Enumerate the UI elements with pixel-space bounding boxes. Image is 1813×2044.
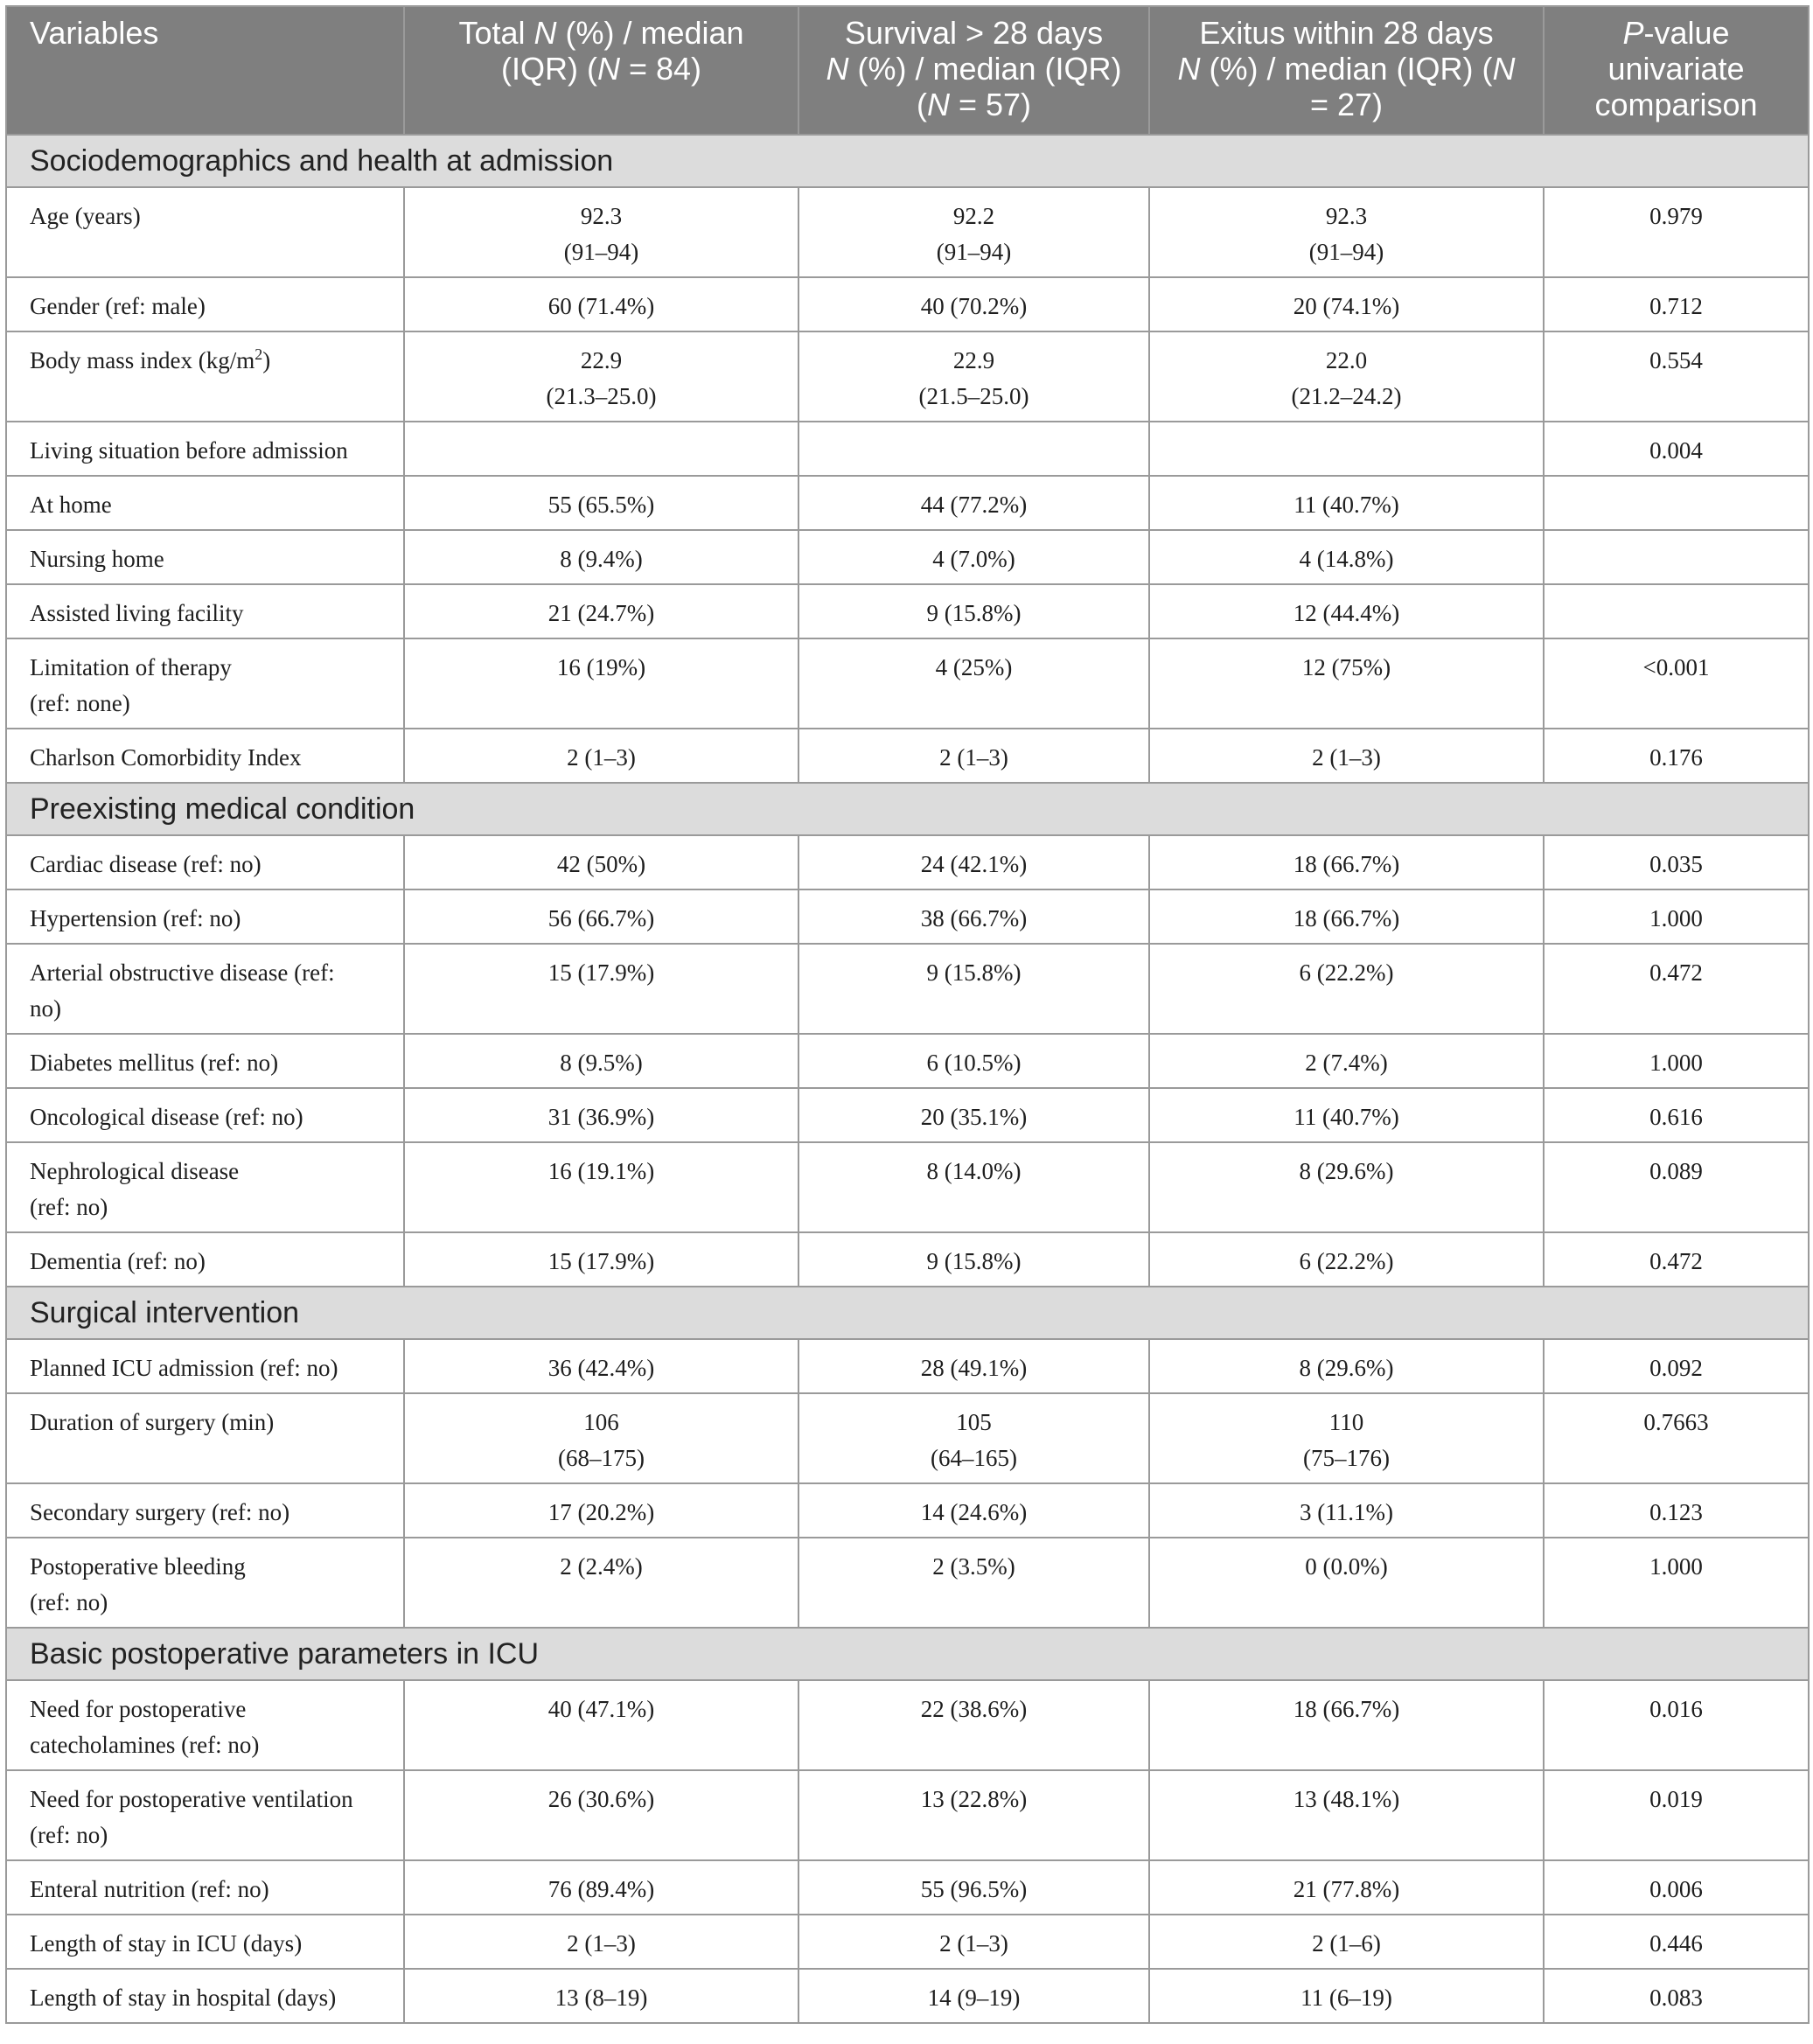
pvalue-cell: 0.7663 <box>1544 1393 1809 1483</box>
exitus-cell: 2 (1–3) <box>1149 729 1544 783</box>
pvalue-cell: 0.004 <box>1544 422 1809 476</box>
survival-cell: 13 (22.8%) <box>798 1770 1149 1860</box>
table-row <box>6 1393 1809 1483</box>
pvalue-cell: 0.979 <box>1544 187 1809 277</box>
total-cell: 2 (1–3) <box>404 1915 798 1969</box>
variable-cell: Limitation of therapy (ref: none) <box>6 638 404 729</box>
header-row <box>6 6 1809 135</box>
exitus-cell: 0 (0.0%) <box>1149 1538 1544 1628</box>
table-row <box>6 1915 1809 1969</box>
total-cell: 56 (66.7%) <box>404 889 798 944</box>
table-row <box>6 1770 1809 1860</box>
pvalue-cell: 1.000 <box>1544 1034 1809 1088</box>
total-cell: 22.9 (21.3–25.0) <box>404 331 798 422</box>
survival-cell: 9 (15.8%) <box>798 944 1149 1034</box>
exitus-cell: 21 (77.8%) <box>1149 1860 1544 1915</box>
pvalue-cell: 0.006 <box>1544 1860 1809 1915</box>
table-row <box>6 1232 1809 1287</box>
survival-cell: 4 (7.0%) <box>798 530 1149 584</box>
survival-cell: 28 (49.1%) <box>798 1339 1149 1393</box>
variable-cell: Arterial obstructive disease (ref: no) <box>6 944 404 1034</box>
total-cell: 8 (9.5%) <box>404 1034 798 1088</box>
total-cell: 26 (30.6%) <box>404 1770 798 1860</box>
variable-cell: Duration of surgery (min) <box>6 1393 404 1483</box>
pvalue-cell <box>1544 530 1809 584</box>
exitus-cell: 20 (74.1%) <box>1149 277 1544 331</box>
variable-cell: Nephrological disease (ref: no) <box>6 1142 404 1232</box>
pvalue-cell: 0.083 <box>1544 1969 1809 2023</box>
table-row <box>6 835 1809 889</box>
section-header-row <box>6 1628 1809 1680</box>
total-cell: 60 (71.4%) <box>404 277 798 331</box>
exitus-cell: 12 (44.4%) <box>1149 584 1544 638</box>
exitus-cell: 2 (7.4%) <box>1149 1034 1544 1088</box>
baseline-characteristics-table <box>5 5 1810 2024</box>
pvalue-cell: <0.001 <box>1544 638 1809 729</box>
exitus-cell: 3 (11.1%) <box>1149 1483 1544 1538</box>
variable-cell: Need for postoperative ventilation (ref: no) <box>6 1770 404 1860</box>
survival-cell: 40 (70.2%) <box>798 277 1149 331</box>
table-row <box>6 1860 1809 1915</box>
table-row <box>6 1088 1809 1142</box>
exitus-cell: 11 (40.7%) <box>1149 476 1544 530</box>
variable-cell: Cardiac disease (ref: no) <box>6 835 404 889</box>
survival-cell: 22 (38.6%) <box>798 1680 1149 1770</box>
survival-cell: 55 (96.5%) <box>798 1860 1149 1915</box>
survival-cell: 4 (25%) <box>798 638 1149 729</box>
total-cell: 2 (1–3) <box>404 729 798 783</box>
exitus-cell: 13 (48.1%) <box>1149 1770 1544 1860</box>
exitus-cell: 2 (1–6) <box>1149 1915 1544 1969</box>
total-cell: 76 (89.4%) <box>404 1860 798 1915</box>
section-title: Preexisting medical condition <box>6 783 1809 835</box>
variable-cell: Charlson Comorbidity Index <box>6 729 404 783</box>
exitus-cell: 18 (66.7%) <box>1149 1680 1544 1770</box>
survival-cell: 92.2 (91–94) <box>798 187 1149 277</box>
header-total: Total N (%) / median (IQR) (N = 84) <box>404 6 798 135</box>
exitus-cell: 18 (66.7%) <box>1149 835 1544 889</box>
variable-cell: Oncological disease (ref: no) <box>6 1088 404 1142</box>
section-header-row <box>6 1287 1809 1339</box>
total-cell: 17 (20.2%) <box>404 1483 798 1538</box>
table-row <box>6 277 1809 331</box>
pvalue-cell: 0.472 <box>1544 1232 1809 1287</box>
total-cell: 36 (42.4%) <box>404 1339 798 1393</box>
variable-cell: Living situation before admission <box>6 422 404 476</box>
survival-cell: 44 (77.2%) <box>798 476 1149 530</box>
survival-cell: 22.9 (21.5–25.0) <box>798 331 1149 422</box>
pvalue-cell <box>1544 476 1809 530</box>
total-cell: 21 (24.7%) <box>404 584 798 638</box>
section-header-row <box>6 783 1809 835</box>
survival-cell: 8 (14.0%) <box>798 1142 1149 1232</box>
pvalue-cell: 1.000 <box>1544 1538 1809 1628</box>
pvalue-cell <box>1544 584 1809 638</box>
exitus-cell: 8 (29.6%) <box>1149 1142 1544 1232</box>
exitus-cell <box>1149 422 1544 476</box>
exitus-cell: 4 (14.8%) <box>1149 530 1544 584</box>
pvalue-cell: 0.472 <box>1544 944 1809 1034</box>
table-row <box>6 1483 1809 1538</box>
total-cell: 13 (8–19) <box>404 1969 798 2023</box>
table-row <box>6 584 1809 638</box>
section-header-row <box>6 135 1809 187</box>
total-cell: 42 (50%) <box>404 835 798 889</box>
exitus-cell: 11 (6–19) <box>1149 1969 1544 2023</box>
table-row <box>6 1034 1809 1088</box>
total-cell: 55 (65.5%) <box>404 476 798 530</box>
survival-cell: 9 (15.8%) <box>798 1232 1149 1287</box>
pvalue-cell: 0.123 <box>1544 1483 1809 1538</box>
pvalue-cell: 0.554 <box>1544 331 1809 422</box>
section-title: Surgical intervention <box>6 1287 1809 1339</box>
variable-cell: Age (years) <box>6 187 404 277</box>
variable-cell: Need for postoperative catecholamines (ref: no) <box>6 1680 404 1770</box>
table-row <box>6 889 1809 944</box>
pvalue-cell: 0.016 <box>1544 1680 1809 1770</box>
variable-cell: Hypertension (ref: no) <box>6 889 404 944</box>
survival-cell: 2 (3.5%) <box>798 1538 1149 1628</box>
variable-cell: Diabetes mellitus (ref: no) <box>6 1034 404 1088</box>
exitus-cell: 6 (22.2%) <box>1149 1232 1544 1287</box>
section-title: Basic postoperative parameters in ICU <box>6 1628 1809 1680</box>
exitus-cell: 18 (66.7%) <box>1149 889 1544 944</box>
exitus-cell: 6 (22.2%) <box>1149 944 1544 1034</box>
variable-cell: Length of stay in ICU (days) <box>6 1915 404 1969</box>
variable-cell: Secondary surgery (ref: no) <box>6 1483 404 1538</box>
exitus-cell: 12 (75%) <box>1149 638 1544 729</box>
total-cell: 15 (17.9%) <box>404 944 798 1034</box>
pvalue-cell: 0.176 <box>1544 729 1809 783</box>
table-row <box>6 729 1809 783</box>
survival-cell: 14 (9–19) <box>798 1969 1149 2023</box>
total-cell: 31 (36.9%) <box>404 1088 798 1142</box>
total-cell: 40 (47.1%) <box>404 1680 798 1770</box>
pvalue-cell: 0.019 <box>1544 1770 1809 1860</box>
total-cell: 92.3 (91–94) <box>404 187 798 277</box>
survival-cell: 6 (10.5%) <box>798 1034 1149 1088</box>
total-cell: 15 (17.9%) <box>404 1232 798 1287</box>
survival-cell: 38 (66.7%) <box>798 889 1149 944</box>
exitus-cell: 8 (29.6%) <box>1149 1339 1544 1393</box>
variable-cell: Postoperative bleeding (ref: no) <box>6 1538 404 1628</box>
table-row <box>6 530 1809 584</box>
total-cell: 16 (19%) <box>404 638 798 729</box>
total-cell: 2 (2.4%) <box>404 1538 798 1628</box>
table-row <box>6 331 1809 422</box>
pvalue-cell: 0.446 <box>1544 1915 1809 1969</box>
survival-cell: 14 (24.6%) <box>798 1483 1149 1538</box>
table-row <box>6 1142 1809 1232</box>
table-row <box>6 1339 1809 1393</box>
variable-cell: At home <box>6 476 404 530</box>
survival-cell: 24 (42.1%) <box>798 835 1149 889</box>
table-row <box>6 1538 1809 1628</box>
variable-cell: Assisted living facility <box>6 584 404 638</box>
table-row <box>6 1969 1809 2023</box>
variable-cell: Length of stay in hospital (days) <box>6 1969 404 2023</box>
table-row <box>6 422 1809 476</box>
table-row <box>6 476 1809 530</box>
header-survival: Survival > 28 days N (%) / median (IQR) (N = 57) <box>798 6 1149 135</box>
survival-cell: 105 (64–165) <box>798 1393 1149 1483</box>
total-cell: 106 (68–175) <box>404 1393 798 1483</box>
table-row <box>6 1680 1809 1770</box>
table-row <box>6 638 1809 729</box>
survival-cell <box>798 422 1149 476</box>
survival-cell: 20 (35.1%) <box>798 1088 1149 1142</box>
variable-cell: Body mass index $(kg/m^2)$ <box>6 331 404 422</box>
variable-cell: Dementia (ref: no) <box>6 1232 404 1287</box>
survival-cell: 9 (15.8%) <box>798 584 1149 638</box>
header-variables: Variables <box>6 6 404 135</box>
pvalue-cell: 1.000 <box>1544 889 1809 944</box>
survival-cell: 2 (1–3) <box>798 1915 1149 1969</box>
total-cell: 16 (19.1%) <box>404 1142 798 1232</box>
exitus-cell: 92.3 (91–94) <box>1149 187 1544 277</box>
exitus-cell: 22.0 (21.2–24.2) <box>1149 331 1544 422</box>
exitus-cell: 110 (75–176) <box>1149 1393 1544 1483</box>
variable-cell: Planned ICU admission (ref: no) <box>6 1339 404 1393</box>
exitus-cell: 11 (40.7%) <box>1149 1088 1544 1142</box>
table-header <box>6 6 1809 135</box>
table-body <box>6 135 1809 2023</box>
variable-cell: Gender (ref: male) <box>6 277 404 331</box>
variable-cell: Nursing home <box>6 530 404 584</box>
total-cell: 8 (9.4%) <box>404 530 798 584</box>
variable-cell: Enteral nutrition (ref: no) <box>6 1860 404 1915</box>
section-title: Sociodemographics and health at admission <box>6 135 1809 187</box>
total-cell <box>404 422 798 476</box>
pvalue-cell: 0.089 <box>1544 1142 1809 1232</box>
table-row <box>6 187 1809 277</box>
header-pvalue: P-value univariate comparison <box>1544 6 1809 135</box>
pvalue-cell: 0.616 <box>1544 1088 1809 1142</box>
header-exitus: Exitus within 28 days N (%) / median (IQR) (N = 27) <box>1149 6 1544 135</box>
survival-cell: 2 (1–3) <box>798 729 1149 783</box>
pvalue-cell: 0.035 <box>1544 835 1809 889</box>
table-row <box>6 944 1809 1034</box>
pvalue-cell: 0.712 <box>1544 277 1809 331</box>
pvalue-cell: 0.092 <box>1544 1339 1809 1393</box>
